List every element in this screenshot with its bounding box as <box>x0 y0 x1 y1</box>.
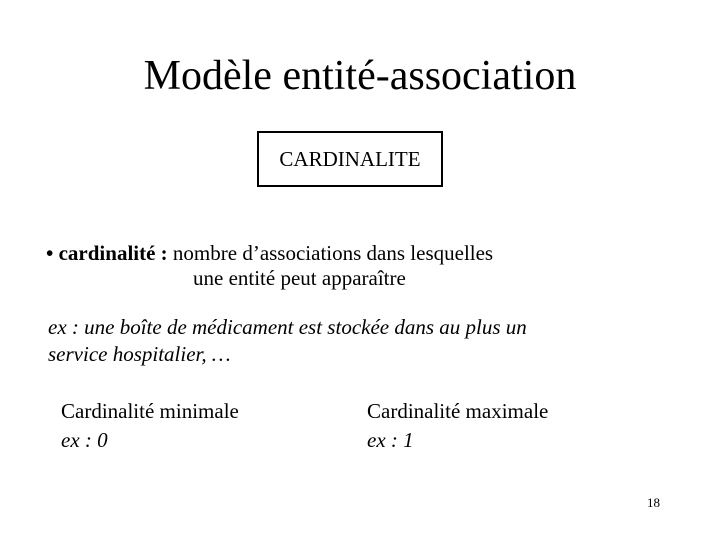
definition-term: cardinalité : <box>58 241 168 265</box>
definition-text-line1: nombre d’associations dans lesquelles <box>172 241 494 265</box>
bullet-icon: • <box>46 241 54 265</box>
example-line2: service hospitalier, … <box>48 342 231 366</box>
cardinality-max-block <box>367 397 548 455</box>
section-label: CARDINALITE <box>279 146 421 171</box>
cardinality-max-example: ex : 1 <box>367 428 414 452</box>
cardinality-max-label: Cardinalité maximale <box>367 399 549 423</box>
example-block <box>48 314 668 368</box>
definition-text-line2: une entité peut apparaître <box>193 266 406 290</box>
cardinality-min-label: Cardinalité minimale <box>61 399 239 423</box>
cardinality-min-example: ex : 0 <box>61 428 108 452</box>
page-number: 18 <box>647 495 660 510</box>
definition-bullet-item <box>46 241 686 291</box>
slide-title: Modèle entité-association <box>143 53 577 99</box>
example-line1: ex : une boîte de médicament est stockée dans au plus un <box>48 315 527 339</box>
cardinality-min-block <box>61 397 239 455</box>
section-label-box <box>257 131 443 187</box>
